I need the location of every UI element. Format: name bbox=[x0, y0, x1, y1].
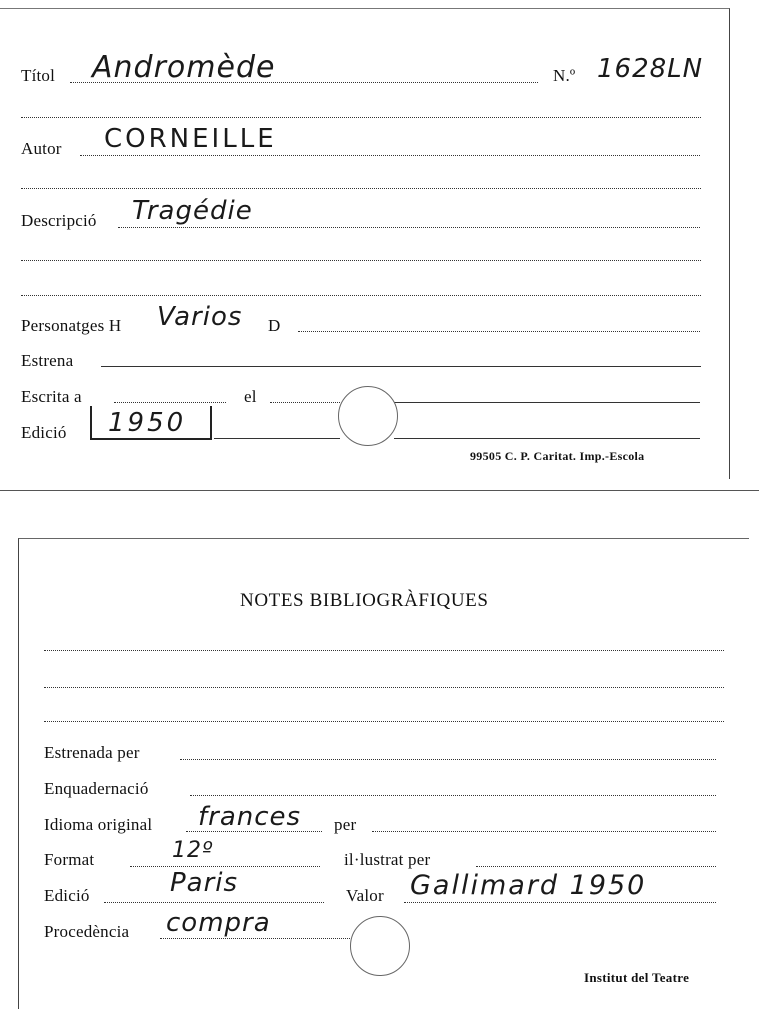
rule-1 bbox=[21, 117, 701, 118]
edicio-b-line bbox=[104, 902, 324, 903]
illustrat-label: il·lustrat per bbox=[344, 850, 431, 869]
idioma-per-label: per bbox=[334, 815, 357, 834]
institution-label: Institut del Teatre bbox=[584, 970, 690, 985]
estrena-label: Estrena bbox=[21, 351, 74, 370]
edicio-line-left bbox=[214, 438, 340, 439]
numero-label: N.º bbox=[553, 66, 576, 85]
escrita-line bbox=[114, 402, 226, 403]
notes-rule-2 bbox=[44, 687, 724, 688]
enquadernacio-line bbox=[190, 795, 716, 796]
personatges-line bbox=[298, 331, 700, 332]
el-line-left bbox=[270, 402, 340, 403]
punch-hole-top bbox=[338, 386, 398, 446]
rule-3 bbox=[21, 260, 701, 261]
notes-heading: NOTES BIBLIOGRÀFIQUES bbox=[240, 590, 489, 611]
procedencia-value: compra bbox=[166, 908, 271, 938]
illustrat-line bbox=[476, 866, 716, 867]
valor-line bbox=[404, 902, 716, 903]
edicio-line-right bbox=[394, 438, 700, 439]
el-label: el bbox=[244, 387, 257, 406]
estrenada-line bbox=[180, 759, 716, 760]
enquadernacio-label: Enquadernació bbox=[44, 779, 149, 798]
rule-4 bbox=[21, 295, 701, 296]
procedencia-line bbox=[160, 938, 350, 939]
descripcio-value: Tragédie bbox=[132, 196, 253, 226]
edicio-value: 1950 bbox=[108, 408, 187, 438]
punch-hole-bottom bbox=[350, 916, 410, 976]
edicio-b-label: Edició bbox=[44, 886, 90, 905]
edicio-label: Edició bbox=[21, 423, 67, 442]
notes-rule-1 bbox=[44, 650, 724, 651]
idioma-value: frances bbox=[198, 802, 302, 832]
escrita-label: Escrita a bbox=[21, 387, 82, 406]
format-label: Format bbox=[44, 850, 95, 869]
valor-value: Gallimard 1950 bbox=[410, 870, 647, 901]
titol-value: Andromède bbox=[92, 50, 276, 85]
numero-value: 1628LN bbox=[597, 54, 704, 84]
notes-rule-3 bbox=[44, 721, 724, 722]
el-line-right bbox=[394, 402, 700, 403]
edicio-b-value: Paris bbox=[170, 868, 239, 898]
personatges-label: Personatges H bbox=[21, 316, 122, 335]
autor-line bbox=[80, 155, 700, 156]
printer-note: 99505 C. P. Caritat. Imp.-Escola bbox=[470, 449, 645, 463]
rule-2 bbox=[21, 188, 701, 189]
idioma-line bbox=[186, 831, 322, 832]
valor-label: Valor bbox=[346, 886, 384, 905]
titol-label: Títol bbox=[21, 66, 56, 85]
estrena-line bbox=[101, 366, 701, 367]
idioma-per-line bbox=[372, 831, 716, 832]
procedencia-label: Procedència bbox=[44, 922, 130, 941]
autor-label: Autor bbox=[21, 139, 62, 158]
format-value: 12º bbox=[172, 838, 214, 863]
personatges-d-label: D bbox=[268, 316, 281, 335]
card-separator bbox=[0, 490, 759, 491]
format-line bbox=[130, 866, 320, 867]
descripcio-line bbox=[118, 227, 700, 228]
estrenada-label: Estrenada per bbox=[44, 743, 140, 762]
titol-line bbox=[70, 82, 538, 83]
idioma-label: Idioma original bbox=[44, 815, 153, 834]
personatges-value: Varios bbox=[157, 302, 243, 332]
autor-value: CORNEILLE bbox=[104, 124, 277, 154]
descripcio-label: Descripció bbox=[21, 211, 97, 230]
